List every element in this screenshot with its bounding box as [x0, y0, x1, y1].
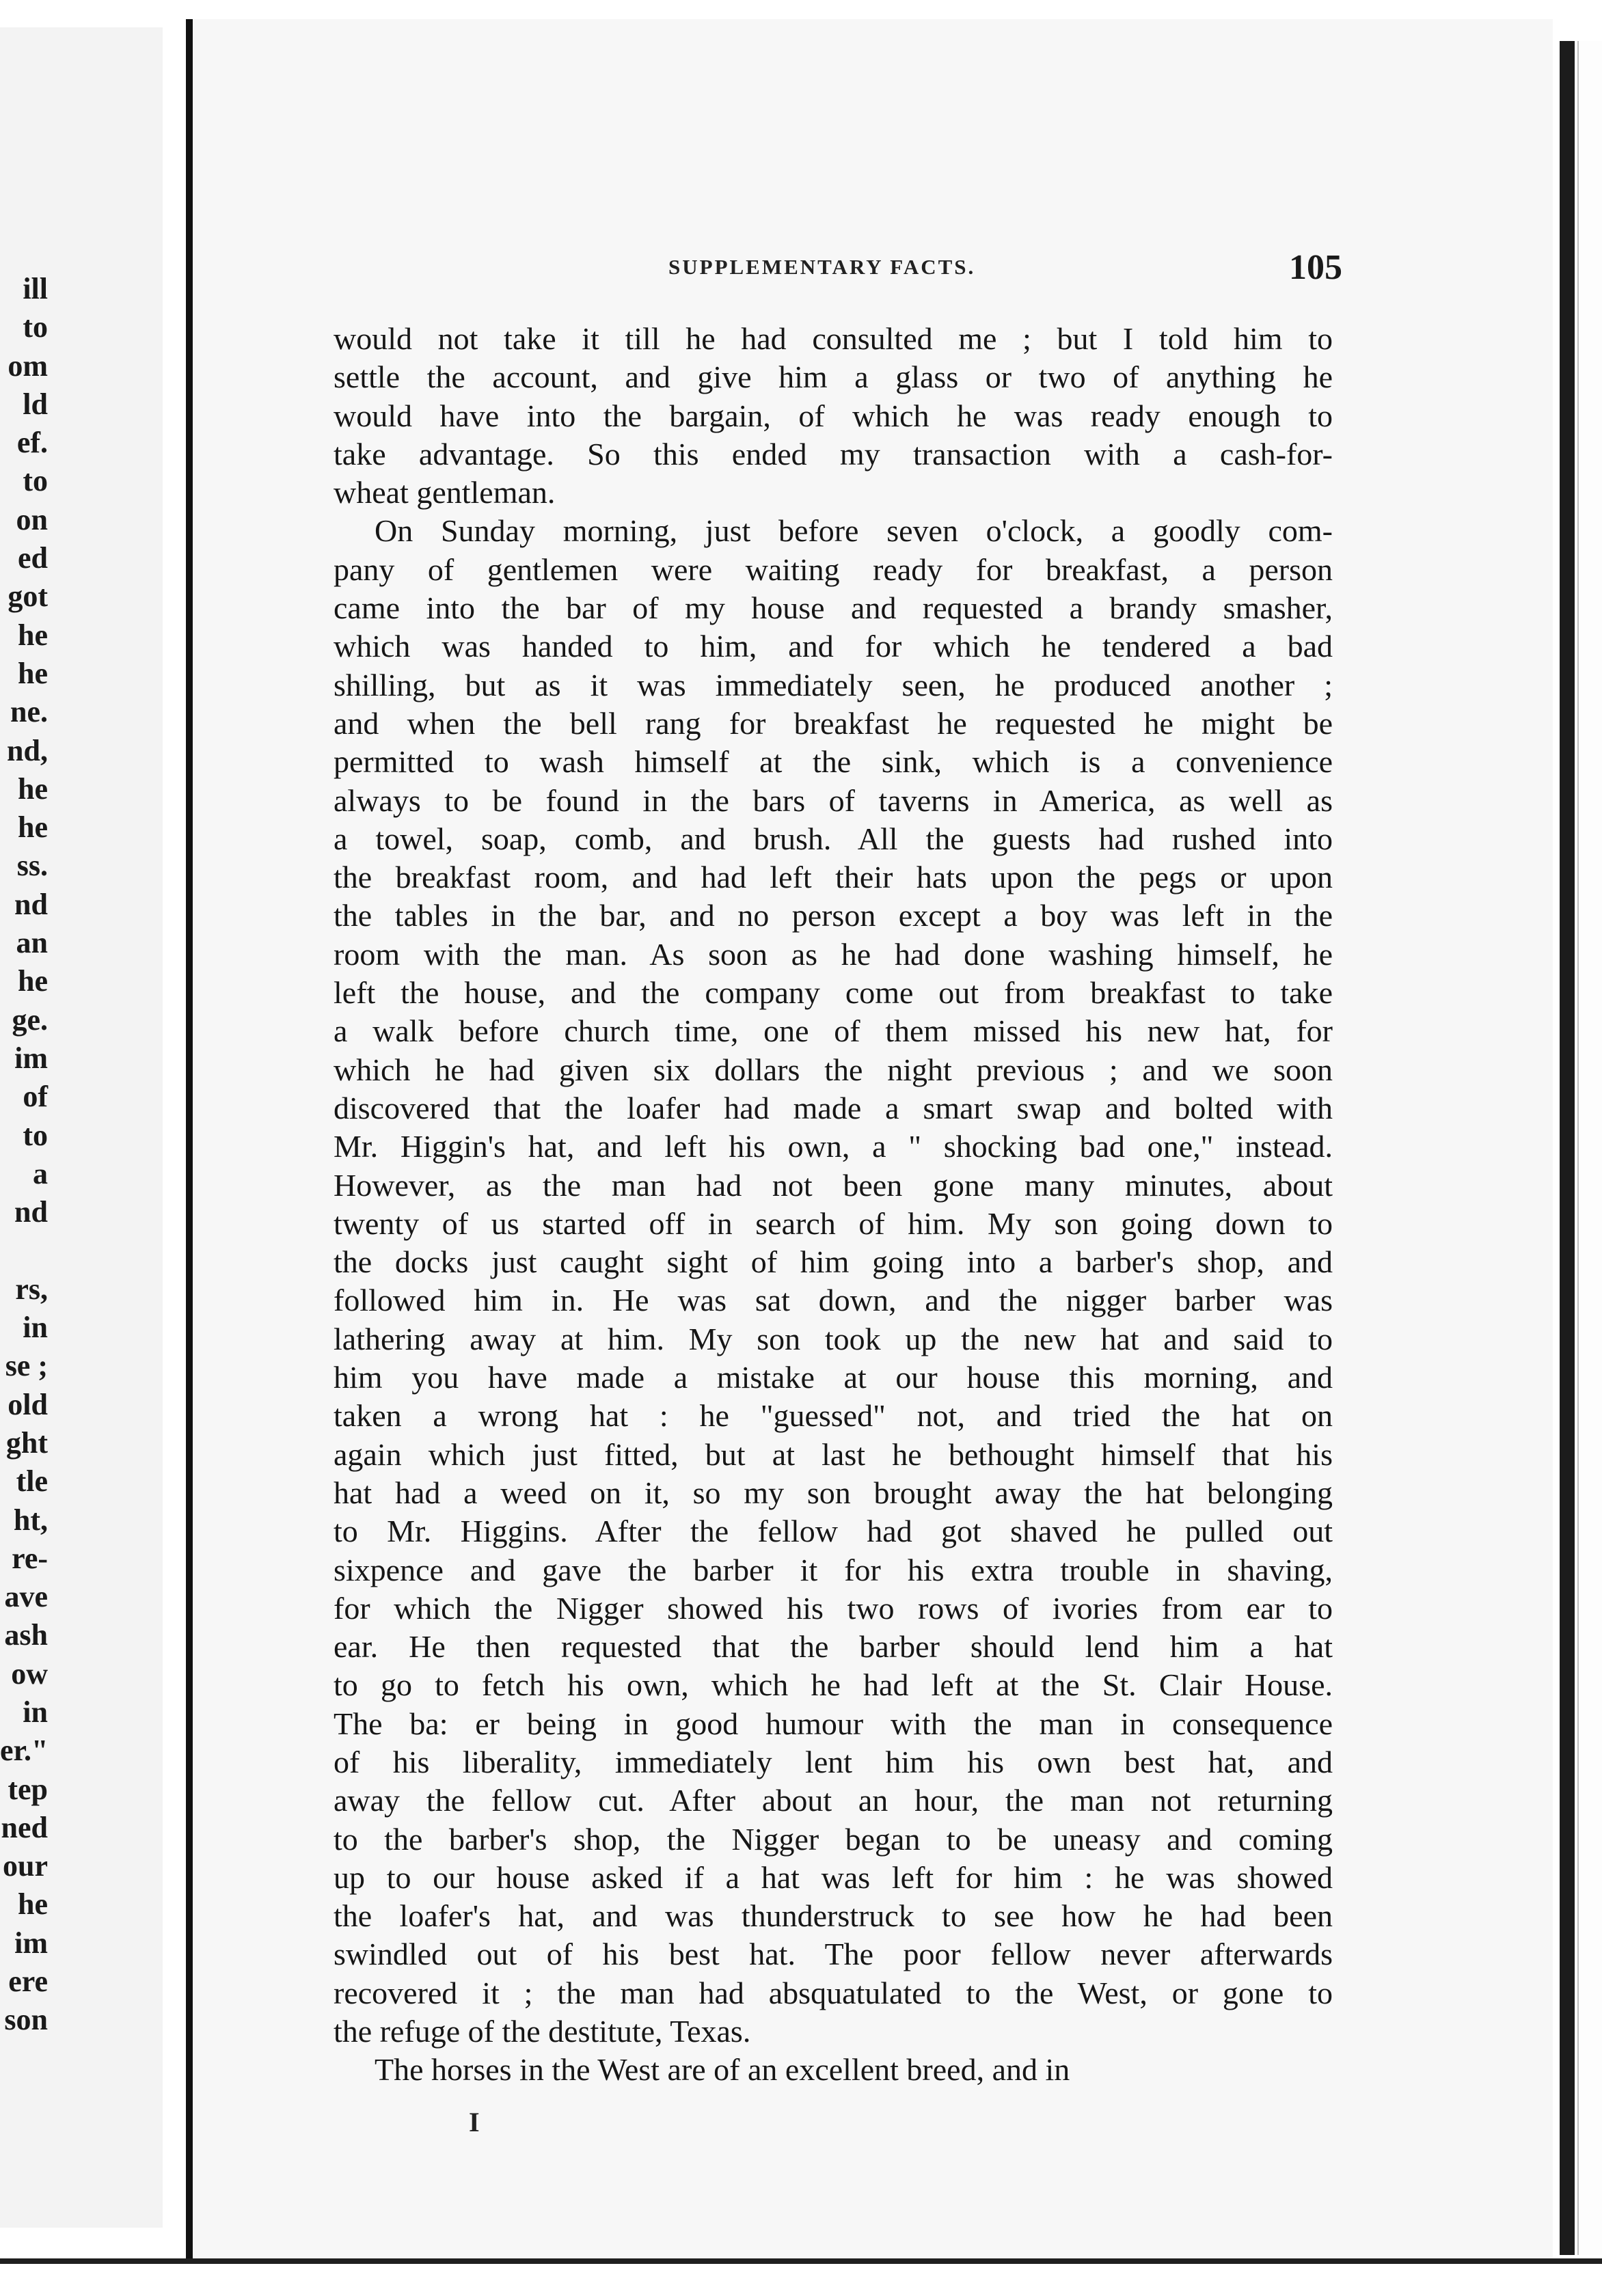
scan-margin — [0, 2264, 1602, 2296]
running-head: SUPPLEMENTARY FACTS. — [668, 255, 976, 279]
text-line: a towel, soap, comb, and brush. All the guests had rushed into — [334, 821, 1333, 856]
scan-border — [0, 2258, 1602, 2264]
text-line: the breakfast room, and had left their hats upon the pegs or upon — [334, 860, 1333, 895]
fragment-line: rs, — [15, 1272, 48, 1306]
fragment-line: he — [18, 810, 48, 845]
fragment-line: ht, — [13, 1503, 48, 1537]
fragment-line: im — [14, 1926, 48, 1960]
text-line: sixpence and gave the barber it for his extra trouble in shaving, — [334, 1552, 1333, 1587]
fragment-line: he — [18, 964, 48, 998]
text-line: followed him in. He was sat down, and the nigger barber was — [334, 1283, 1333, 1318]
text-line: recovered it ; the man had absquatulated to the West, or gone to — [334, 1975, 1333, 2010]
text-line: left the house, and the company come out from breakfast to take — [334, 975, 1333, 1011]
text-line: ear. He then requested that the barber should lend him a hat — [334, 1629, 1333, 1665]
text-line: the refuge of the destitute, Texas. — [334, 2014, 751, 2049]
fragment-line: son — [4, 2003, 48, 2037]
text-line: would not take it till he had consulted me ; but I told him to — [334, 321, 1333, 356]
text-line: room with the man. As soon as he had done washing himself, he — [334, 936, 1333, 972]
fragment-line: to — [23, 464, 48, 498]
signature-mark: I — [469, 2107, 480, 2137]
fragment-line: tep — [8, 1772, 48, 1806]
fragment-line: he — [18, 618, 48, 652]
fragment-line: in — [23, 1311, 48, 1345]
text-line: shilling, but as it was immediately seen, he produced another ; — [334, 667, 1333, 702]
fragment-line: im — [14, 1041, 48, 1075]
text-line: taken a wrong hat : he "guessed" not, and tried the hat on — [334, 1398, 1333, 1434]
text-line: of his liberality, immediately lent him his own best hat, and — [334, 1744, 1333, 1779]
fragment-line: ge. — [12, 1002, 48, 1037]
text-line: However, as the man had not been gone many minutes, about — [334, 1167, 1333, 1203]
text-line: the docks just caught sight of him going into a barber's shop, and — [334, 1244, 1333, 1280]
fragment-line: se ; — [5, 1349, 48, 1383]
fragment-line: a — [33, 1156, 48, 1190]
fragment-line: nd — [14, 887, 48, 921]
fragment-line: ave — [4, 1580, 48, 1614]
text-line: permitted to wash himself at the sink, which is a convenience — [334, 744, 1333, 780]
text-line: On Sunday morning, just before seven o'clock, a goodly com- — [375, 513, 1333, 549]
fragment-line: ow — [11, 1656, 48, 1691]
text-line: always to be found in the bars of taverns in America, as well as — [334, 782, 1333, 818]
fragment-line: ld — [23, 387, 48, 421]
fragment-line: nd, — [7, 733, 48, 767]
fragment-line: ght — [5, 1425, 48, 1460]
fragment-line: old — [8, 1387, 48, 1421]
fragment-line: ned — [1, 1810, 48, 1844]
page-number: 105 — [1289, 248, 1342, 287]
fragment-line: an — [16, 926, 48, 960]
fragment-line: our — [3, 1849, 48, 1883]
text-line: the loafer's hat, and was thunderstruck to see how he had been — [334, 1898, 1333, 1934]
fragment-line: got — [8, 579, 48, 614]
text-line: the tables in the bar, and no person except a boy was left in the — [334, 898, 1333, 933]
text-line: to Mr. Higgins. After the fellow had got shaved he pulled out — [334, 1514, 1333, 1549]
text-line: and when the bell rang for breakfast he requested he might be — [334, 705, 1333, 741]
text-line: would have into the bargain, of which he was ready enough to — [334, 398, 1333, 433]
fragment-line: nd — [14, 1195, 48, 1229]
text-line: a walk before church time, one of them missed his new hat, for — [334, 1013, 1333, 1049]
text-line: swindled out of his best hat. The poor fellow never afterwards — [334, 1937, 1333, 1972]
text-line: hat had a weed on it, so my son brought away the hat belonging — [334, 1475, 1333, 1510]
text-line: wheat gentleman. — [334, 475, 556, 510]
fragment-line: om — [8, 348, 48, 383]
fragment-line: he — [18, 656, 48, 690]
fragment-line: ash — [4, 1618, 48, 1652]
page-edge — [1577, 41, 1602, 2255]
facing-page-text-fragments — [0, 270, 48, 2040]
fragment-line: on — [16, 502, 48, 536]
text-line: him you have made a mistake at our house this morning, and — [334, 1360, 1333, 1395]
text-line: take advantage. So this ended my transaction with a cash-for- — [334, 436, 1333, 472]
fragment-line: ill — [23, 272, 48, 305]
fragment-line: ere — [8, 1965, 48, 1999]
fragment-line: to — [23, 310, 48, 344]
fragment-line: re- — [12, 1541, 48, 1575]
body-text — [334, 320, 1333, 2090]
fragment-line: er." — [0, 1734, 49, 1768]
fragment-line: he — [18, 771, 48, 806]
text-line: to the barber's shop, the Nigger began to be uneasy and coming — [334, 1821, 1333, 1857]
fragment-line: to — [23, 1118, 48, 1152]
fragment-line: in — [23, 1695, 48, 1729]
text-line: up to our house asked if a hat was left for him : he was showed — [334, 1859, 1333, 1895]
text-line: twenty of us started off in search of him. My son going down to — [334, 1205, 1333, 1241]
fragment-line: of — [23, 1080, 48, 1114]
fragment-line: ne. — [10, 695, 48, 729]
fragment-line: ed — [18, 541, 48, 575]
fragment-line — [0, 1231, 48, 1270]
text-line: to go to fetch his own, which he had left at the St. Clair House. — [334, 1667, 1333, 1703]
text-line: The ba: er being in good humour with the man in consequence — [334, 1706, 1333, 1741]
text-line: lathering away at him. My son took up the new hat and said to — [334, 1321, 1333, 1356]
text-line: settle the account, and give him a glass or two of anything he — [334, 359, 1333, 395]
fragment-line: tle — [16, 1464, 48, 1499]
text-line: The horses in the West are of an excellent breed, and in — [375, 2052, 1070, 2088]
text-line: which was handed to him, and for which he tendered a bad — [334, 629, 1333, 664]
page-edge-shadow — [1560, 41, 1575, 2255]
fragment-line: he — [18, 1887, 48, 1922]
text-line: discovered that the loafer had made a smart swap and bolted with — [334, 1090, 1333, 1125]
text-line: again which just fitted, but at last he bethought himself that his — [334, 1436, 1333, 1472]
text-line: pany of gentlemen were waiting ready for breakfast, a person — [334, 551, 1333, 587]
text-line: for which the Nigger showed his two rows of ivories from ear to — [334, 1590, 1333, 1626]
fragment-line: ef. — [16, 426, 48, 460]
text-line: which he had given six dollars the night previous ; and we soon — [334, 1052, 1333, 1087]
fragment-line: ss. — [16, 849, 48, 883]
text-line: came into the bar of my house and requested a brandy smasher, — [334, 590, 1333, 626]
text-line: away the fellow cut. After about an hour, the man not returning — [334, 1783, 1333, 1818]
text-line: Mr. Higgin's hat, and left his own, a " shocking bad one," instead. — [334, 1129, 1333, 1164]
